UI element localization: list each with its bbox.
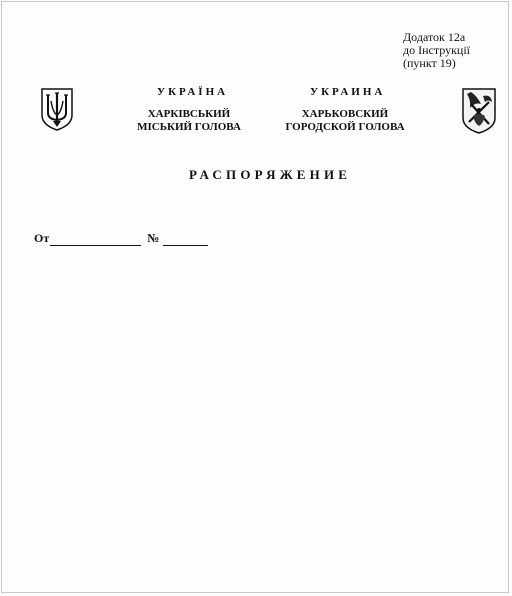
date-number-row [34,231,208,246]
office-title-ukrainian [130,108,248,134]
number-label: № [147,231,160,245]
office-title-russian-line-1: ХАРЬКОВСКИЙ [301,108,389,120]
date-label: От [34,231,50,245]
kharkiv-coat-of-arms-icon [461,86,497,134]
appendix-note [403,31,470,70]
office-title-ukrainian-line-2: МІСЬКИЙ ГОЛОВА [137,121,241,133]
page-border [1,1,509,593]
country-name-ukrainian: УКРАЇНА [157,86,229,98]
trident-coat-of-arms-icon [40,87,74,131]
appendix-line-2: до Інструкції [403,43,471,57]
office-title-ukrainian-line-1: ХАРКІВСЬКИЙ [147,108,231,120]
appendix-line-3: (пункт 19) [403,56,456,70]
document-title: РАСПОРЯЖЕНИЕ [189,167,352,182]
date-field[interactable] [50,235,141,246]
office-title-russian [283,108,407,134]
office-title-russian-line-2: ГОРОДСКОЙ ГОЛОВА [285,121,405,133]
country-name-russian: УКРАИНА [310,86,386,98]
appendix-line-1: Додаток 12а [403,30,466,44]
number-field[interactable] [163,235,208,246]
